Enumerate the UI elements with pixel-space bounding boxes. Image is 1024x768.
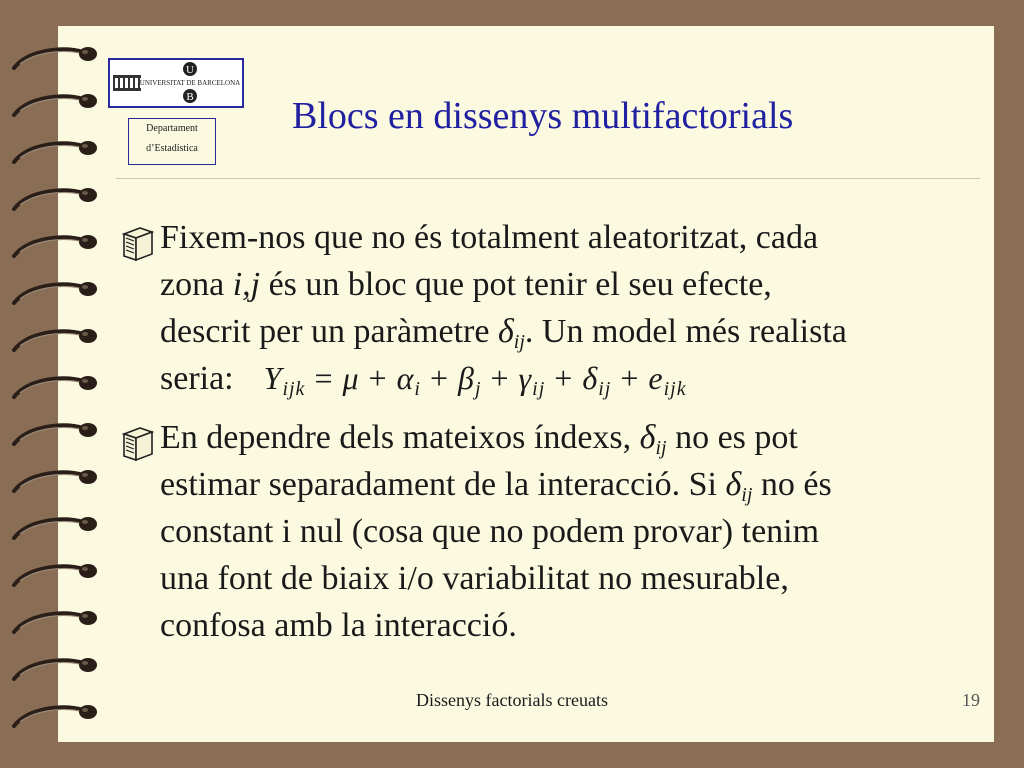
slide-title: Blocs en dissenys multifactorials xyxy=(292,95,794,137)
text-fragment: seria: xyxy=(160,360,234,397)
binding-ring xyxy=(14,235,97,256)
formula-alpha: α xyxy=(396,360,415,396)
model-formula xyxy=(263,360,687,400)
binding-ring xyxy=(14,423,97,444)
formula-delta-sub: ij xyxy=(598,378,612,400)
bullet-1-line-1: Fixem-nos que no és totalment aleatoritzat, cada xyxy=(160,219,819,256)
binding-ring xyxy=(14,470,97,491)
text-fragment: no es pot xyxy=(666,419,798,456)
formula-beta-sub: j xyxy=(474,378,482,400)
bullet-1 xyxy=(160,214,980,402)
formula-e-sub: ijk xyxy=(663,378,687,400)
text-fragment: descrit per un paràmetre xyxy=(160,313,498,350)
formula-gamma-sub: ij xyxy=(532,378,546,400)
text-fragment: . Un model més realista xyxy=(524,313,847,350)
spiral-binding xyxy=(0,0,110,768)
text-fragment: no és xyxy=(752,466,832,503)
binding-ring xyxy=(14,282,97,303)
formula-y: Y xyxy=(263,360,283,396)
bullet-2-line-5: confosa amb la interacció. xyxy=(160,607,517,644)
binding-ring xyxy=(14,141,97,162)
formula-gamma: γ xyxy=(518,360,533,396)
binding-ring xyxy=(14,658,97,679)
book-icon xyxy=(118,220,158,264)
formula-e: e xyxy=(648,360,664,396)
bullet-2 xyxy=(160,414,980,649)
logo-letter-b: B xyxy=(186,91,194,103)
binding-ring xyxy=(14,188,97,209)
university-logo xyxy=(108,58,244,108)
binding-ring xyxy=(14,376,97,397)
text-fragment: zona xyxy=(160,266,233,303)
bullet-2-line-3: constant i nul (cosa que no podem provar) tenim xyxy=(160,513,820,550)
formula-plus: + xyxy=(481,360,519,396)
text-fragment: estimar separadament de la interacció. Si xyxy=(160,466,726,503)
delta-subscript: ij xyxy=(741,484,753,506)
bullet-2-line-4: una font de biaix i/o variabilitat no mesurable, xyxy=(160,560,789,597)
logo-letter-u: U xyxy=(186,64,194,76)
page-number: 19 xyxy=(962,690,980,710)
department-label xyxy=(128,118,216,165)
title-divider xyxy=(116,178,980,179)
formula-plus: + xyxy=(545,360,583,396)
delta-subscript: ij xyxy=(655,437,667,459)
formula-plus: + xyxy=(359,360,397,396)
text-fragment: és un bloc que pot tenir el seu efecte, xyxy=(260,266,772,303)
logo-name: UNIVERSITAT DE BARCELONA xyxy=(139,79,241,87)
binding-ring xyxy=(14,94,97,115)
binding-ring xyxy=(14,611,97,632)
delta-symbol: δ xyxy=(725,466,742,503)
formula-plus: + xyxy=(611,360,649,396)
formula-beta: β xyxy=(458,360,475,396)
formula-alpha-sub: i xyxy=(414,378,421,400)
formula-plus: + xyxy=(420,360,458,396)
zone-index: i,j xyxy=(232,266,261,303)
department-line-2: d’Estadística xyxy=(146,143,198,154)
text-fragment: En dependre dels mateixos índexs, xyxy=(160,419,640,456)
bullet-2-line-1 xyxy=(160,414,980,461)
bullet-2-line-2 xyxy=(160,461,980,508)
binding-ring xyxy=(14,47,97,68)
bullet-1-line-2 xyxy=(160,261,980,308)
formula-y-sub: ijk xyxy=(282,378,306,400)
delta-symbol: δ xyxy=(639,419,656,456)
binding-ring xyxy=(14,517,97,538)
footer-title: Dissenys factorials creuats xyxy=(416,690,608,710)
bullet-1-line-4 xyxy=(160,355,980,402)
binding-ring xyxy=(14,329,97,350)
formula-delta: δ xyxy=(582,360,599,396)
bullet-1-line-3 xyxy=(160,308,980,355)
department-line-1: Departament xyxy=(146,123,198,134)
delta-symbol: δ xyxy=(497,313,514,350)
book-icon xyxy=(118,420,158,464)
delta-subscript: ij xyxy=(513,331,525,353)
binding-ring xyxy=(14,564,97,585)
formula-eq: = xyxy=(305,360,343,396)
formula-mu: μ xyxy=(342,360,360,396)
